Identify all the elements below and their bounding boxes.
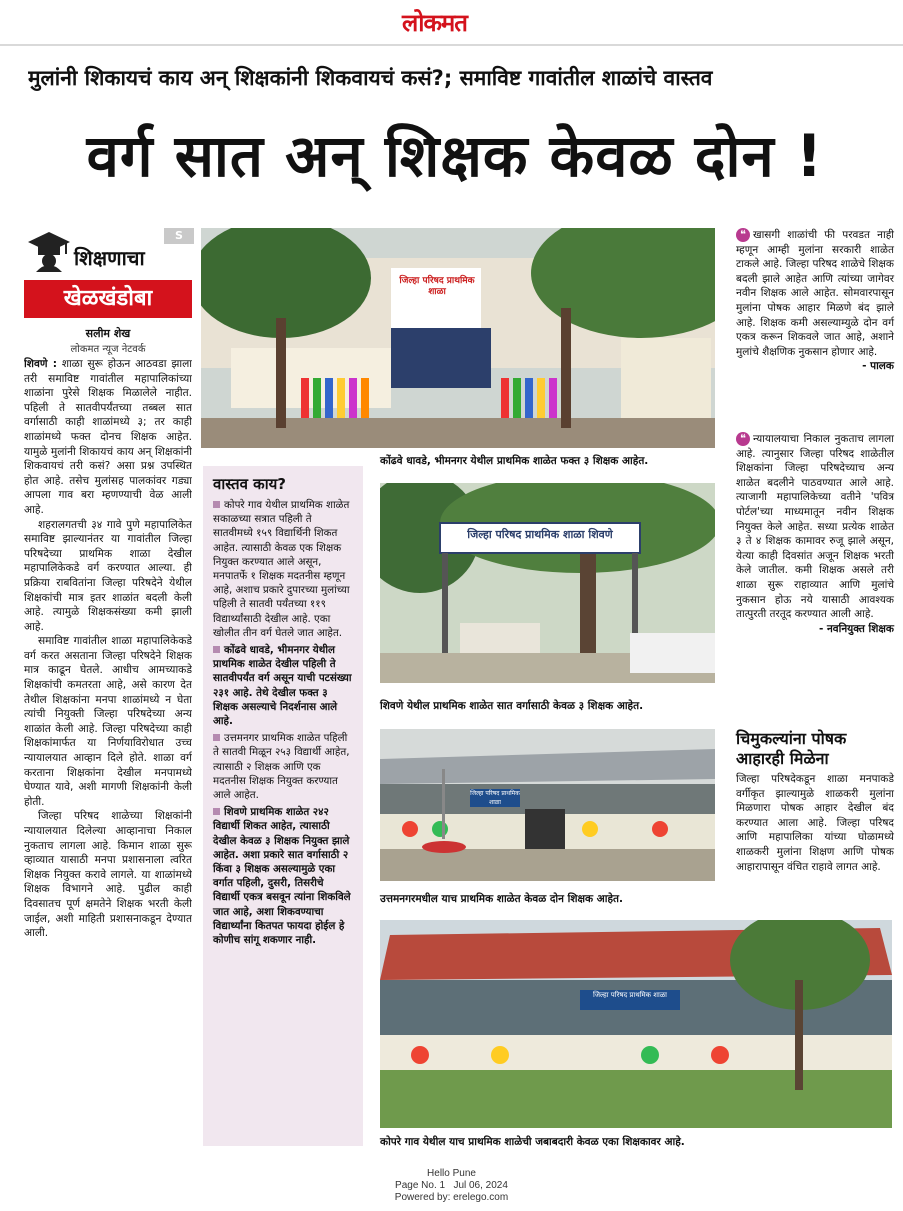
quote-parent: ❝ खासगी शाळांची फी परवडत नाही म्हणून आम्ही मुलांना सरकारी शाळेत टाकले आहे. जिल्हा परिषद शाळेचे शिक्षक बदली झाले आहेत आणि त्यांच्या जागेवर नवीन शिक्षक आले आहेत. सोमवारपासून मुलांना पोषक आहार मिळणे बंद झाले आहे. शिक्षक कमी असल्याम्युळे दोन वर्ग एकत्र करून शिकवले जात आहे, अशाने मुलांचे शैक्षणिक नुकसान होणार आहे. - पालक (736, 228, 894, 373)
page-footer (0, 1168, 903, 1204)
kicker-headline: मुलांनी शिकायचं काय अन् शिक्षकांनी शिकवायचं कसं?; समाविष्ट गावांतील शाळांचे वास्तव (28, 66, 713, 90)
photo-shivane-school (380, 483, 715, 683)
fact-box-item: शिवणे प्राथमिक शाळेत २४२ विद्यार्थी शिकत आहेत, त्यासाठी देखील केवळ ३ शिक्षक नियुक्त झाले आहेत. अशा प्रकारे सात वर्गासाठी २ किंवा ३ शिक्षक असल्यामुळे एका वर्गात पहिली, दुसरी, तिसरीचे विद्यार्थी एकत्र बसवून त्यांना शिकविले जात आहे, अशा शिकवण्याचा विद्यार्थ्यांना कितपत फायदा होईल हे कोणीच सांगू शकणार नाही. (213, 806, 351, 947)
byline-author: सलीम शेख (85, 327, 131, 340)
photo-caption-2: शिवणे येथील प्राथमिक शाळेत सात वर्गासाठी केवळ ३ शिक्षक आहेत. (380, 700, 644, 712)
quote-icon: ❝ (736, 432, 750, 446)
photo-kopare-school (380, 920, 892, 1128)
quote-attribution: - पालक (862, 360, 894, 373)
school-signboard: जिल्हा परिषद प्राथमिक शाळा (593, 991, 667, 999)
article-body (24, 357, 192, 1119)
article-paragraph: शाळा सुरू होऊन आठवडा झाला तरी समाविष्ट गावांतील महापालिकांच्या शाळांना पुरेसे शिक्षक मिळालेले नाहीत. पहिली ते सातवीपर्यंतच्या तब्बल सात वर्गासाठी काही शाळांमध्ये ३; तर काही शाळांमध्ये फक्त दोनच शिक्षक आहेत. यामुळे मुलांनी शिकायचं काय अन् शिक्षकांनी शिकवायचं तरी कसं? असा प्रश्न उपस्थित होत आहे. तसेच मुलांसह पालकांवर गड्या आपला गाव बरा म्हणण्याची वेळ आली आहे. (24, 358, 192, 516)
byline-agency: लोकमत न्यूज नेटवर्क (70, 344, 146, 355)
series-title-bottom: खेळखंडोबा (24, 280, 192, 318)
series-badge (24, 226, 192, 322)
photo-caption-1: कोंढवे धावडे, भीमनगर येथील प्राथमिक शाळेत फक्त ३ शिक्षक आहेत. (380, 455, 649, 467)
footer-powered: Powered by: erelego.com (394, 1192, 509, 1203)
article-column (24, 226, 192, 1119)
series-title-top: शिक्षणाचा (74, 246, 145, 270)
quote-attribution: - नवनियुक्त शिक्षक (818, 622, 894, 635)
lokmat-logo: लोकमत (402, 8, 467, 37)
fact-box-item: कोंढवे धावडे, भीमनगर येथील प्राथमिक शाळेत देखील पहिली ते सातवीपर्यंत वर्ग असून याची पटसंख्या २३१ आहे. तेथे देखील फक्त ३ शिक्षक असल्याचे निदर्शनास आले आहे. (213, 644, 352, 728)
main-headline: वर्ग सात अन् शिक्षक केवळ दोन ! (86, 122, 824, 190)
bullet-square-icon (213, 501, 220, 508)
bullet-square-icon (213, 808, 220, 815)
school-signboard: जिल्हा परिषद प्राथमिक शाळा (470, 790, 520, 806)
quote-icon: ❝ (736, 228, 750, 242)
school-gate-sign: जिल्हा परिषद प्राथमिक शाळा शिवणे (467, 528, 613, 541)
graduation-cap-icon (26, 228, 72, 272)
photo-kondhwe-school (201, 228, 715, 448)
photo-caption-4: कोपरे गाव येथील याच प्राथमिक शाळेची जबाबदारी केवळ एका शिक्षकावर आहे. (380, 1136, 685, 1148)
footer-edition: Hello Pune (427, 1168, 476, 1179)
series-logo-mark: S (164, 228, 194, 244)
bullet-square-icon (213, 646, 220, 653)
bullet-square-icon (213, 734, 220, 741)
fact-box-title: वास्तव काय? (213, 475, 286, 493)
photo-caption-3: उत्तमनगरमधील याच प्राथमिक शाळेत केवळ दोन शिक्षक आहेत. (380, 893, 623, 905)
quote-teacher: ❝ न्यायालयाचा निकाल नुकताच लागला आहे. त्यानुसार जिल्हा परिषद शाळेतील शिक्षकांना जिल्हा परिषदेच्याच अन्य शाळेत बदलीने पाठवण्यात आले आहे. त्याजागी महापालिकेच्या वतीने 'पवित्र पोर्टल'च्या माध्यमातून नवीन शिक्षक नियुक्त केले आहेत. सध्या प्रत्येक शाळेत ३ ते ४ शिक्षक कामावर रुजू झाले असून, येत्या काही दिवसांत अजून शिक्षक भरती केले जातील. कमी शिक्षक असले तरी शाळा सुरू राहाव्यात आणि मुलांचे नुकसान होऊ नये यासाठी आवश्यक तात्पुरती तरतूद करण्यात आली आहे. - नवनियुक्त शिक्षक (736, 432, 894, 635)
masthead (0, 0, 903, 46)
article-paragraph: शहरालगतची ३४ गावे पुणे महापालिकेत समाविष्ट झाल्यानंतर या गावांतील जिल्हा परिषदेच्या प्राथमिक शाळा देखील महापालिकेकडे वर्ग करण्यात आल्या. ही प्रक्रिया राबवितांना जिल्हा परिषदेने येथील शिक्षकांची मात्र इतर शाळांत बदली केली आहे. त्यामुळे शिक्षकसंख्या कमी झाली आहे. (24, 518, 192, 633)
fact-box-item: कोपरे गाव येथील प्राथमिक शाळेत सकाळच्या सत्रात पहिली ते सातवीमध्ये १५९ विद्यार्थिनी शिकत आहेत. त्यासाठी केवळ एक शिक्षक नियुक्त करण्यात आले असून, मनपातर्फे १ शिक्षक मदतनीस म्हणून आहे, अशाच प्रकारे दुपारच्या मुलांच्या पहिली ते सातवी पर्यंतच्या ११९ विद्यार्थ्यांसाठी देखील आहे. एका खोलीत तीन वर्ग घेतले जात आहेत. (213, 499, 350, 639)
sidebar-body: जिल्हा परिषदेकडून शाळा मनपाकडे वर्गीकृत झाल्यामुळे शाळकरी मुलांना मिळणारा पोषक आहार देखील बंद करण्यात आला आहे. जिल्हा परिषद आणि महापालिका यांच्या घोळामध्ये शाळकरी मुलांना शिक्षण आणि पोषक आहारापासून वंचित राहावे लागत आहे. (736, 773, 894, 873)
fact-box-item: उत्तमनगर प्राथमिक शाळेत पहिली ते सातवी मिळून २५३ विद्यार्थी आहेत, त्यासाठी २ शिक्षक आणि एक मदतनीस शिक्षक नियुक्त करण्यात आले आहेत. (213, 732, 350, 802)
fact-box (203, 466, 363, 1146)
sidebar-headline: चिमुकल्यांना पोषक आहारही मिळेना (736, 729, 847, 768)
photo-uttamnagar-school (380, 729, 715, 881)
school-signboard: जिल्हा परिषद प्राथमिक शाळा (399, 276, 475, 297)
dateline: शिवणे : (24, 358, 57, 370)
footer-date: Jul 06, 2024 (453, 1180, 508, 1191)
article-paragraph: जिल्हा परिषद शाळेच्या शिक्षकांनी न्यायालयात दिलेल्या आव्हानाचा निकाल नुकताच लागला आहे. किमान शाळा सुरू व्हाव्यात यासाठी मनपा प्रशासनाला त्वरित शिक्षक नियुक्त करावे लागले. या शाळांमध्ये शिक्षक विभागने आहे. पुढील काही दिवसातच पूर्ण क्षमतेने शिक्षक भरती केली जाईल, अशी माहिती प्रशासनाकडून देण्यात आली. (24, 810, 192, 940)
article-paragraph: समाविष्ट गावांतील शाळा महापालिकेकडे वर्ग करत असताना जिल्हा परिषदेने शिक्षक मात्र काढून घेतले. आधीच आमच्याकडे शिक्षकांची कमतरता आहे, असे कारण देत तेथील शिक्षकांना मनपा शाळांमध्ये न घेता त्यांची नियुक्ती जिल्हा परिषदेच्या अन्य शाळांत केली आहे. जिल्हा परिषदेच्या काही शिक्षकांमार्फत या निर्णयाविरोधात उच्च न्यायालयात आव्हान दिले होते. शाळा वर्ग करताना शिक्षकांना देखील मनपामध्ये घेण्यात यावे, अशी मागणी शिक्षकांनी केली होती. (24, 635, 192, 808)
footer-page: Page No. 1 (395, 1180, 446, 1191)
